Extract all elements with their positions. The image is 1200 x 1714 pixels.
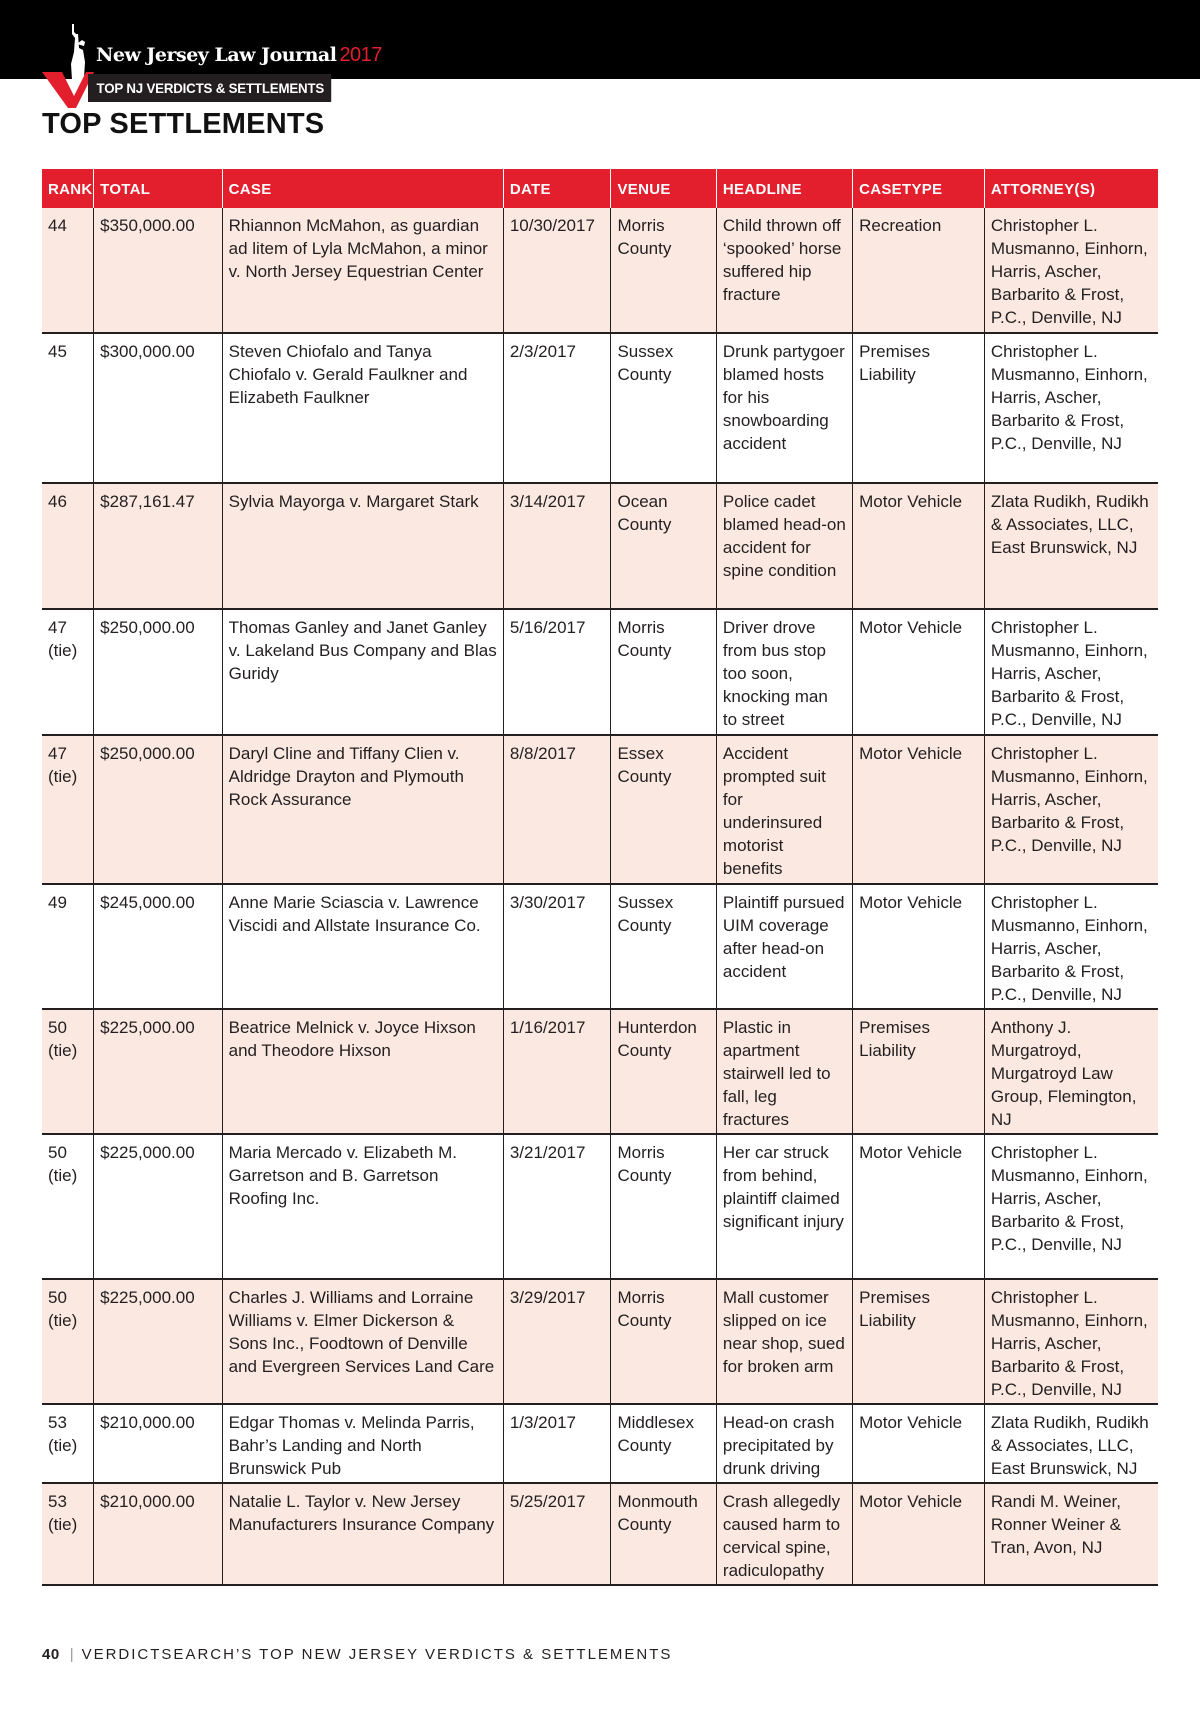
cell-total: $250,000.00 [94, 735, 223, 884]
cell-casetype: Motor Vehicle [853, 735, 985, 884]
cell-headline: Mall customer slipped on ice near shop, sued for broken arm [716, 1279, 852, 1404]
cell-date: 2/3/2017 [503, 333, 611, 483]
cell-attorneys: Christopher L. Musmanno, Einhorn, Harris, Ascher, Barbarito & Frost, P.C., Denville, NJ [984, 884, 1158, 1009]
cell-headline: Crash allegedly caused harm to cervical spine, radiculopathy [716, 1483, 852, 1585]
cell-casetype: Recreation [853, 208, 985, 333]
settlements-table [42, 169, 1158, 1586]
cell-attorneys: Christopher L. Musmanno, Einhorn, Harris, Ascher, Barbarito & Frost, P.C., Denville, NJ [984, 609, 1158, 735]
column-header-date: DATE [503, 169, 611, 208]
publication-year: 2017 [339, 44, 382, 66]
cell-casetype: Premises Liability [853, 1279, 985, 1404]
cell-rank: 47 (tie) [42, 735, 94, 884]
cell-casetype: Motor Vehicle [853, 884, 985, 1009]
cell-date: 8/8/2017 [503, 735, 611, 884]
table-row [42, 1483, 1158, 1585]
cell-rank: 53 (tie) [42, 1483, 94, 1585]
cell-case: Charles J. Williams and Lorraine Williams v. Elmer Dickerson & Sons Inc., Foodtown of Denville and Evergreen Services Land Care [222, 1279, 503, 1404]
cell-total: $350,000.00 [94, 208, 223, 333]
cell-total: $210,000.00 [94, 1483, 223, 1585]
cell-date: 5/25/2017 [503, 1483, 611, 1585]
cell-case: Edgar Thomas v. Melinda Parris, Bahr’s Landing and North Brunswick Pub [222, 1404, 503, 1483]
cell-date: 3/29/2017 [503, 1279, 611, 1404]
cell-rank: 50 (tie) [42, 1279, 94, 1404]
cell-case: Beatrice Melnick v. Joyce Hixson and Theodore Hixson [222, 1009, 503, 1134]
cell-attorneys: Christopher L. Musmanno, Einhorn, Harris, Ascher, Barbarito & Frost, P.C., Denville, NJ [984, 1134, 1158, 1279]
cell-date: 3/14/2017 [503, 483, 611, 609]
cell-attorneys: Christopher L. Musmanno, Einhorn, Harris, Ascher, Barbarito & Frost, P.C., Denville, NJ [984, 735, 1158, 884]
cell-venue: Monmouth County [611, 1483, 716, 1585]
column-header-rank: RANK [42, 169, 94, 208]
cell-attorneys: Anthony J. Murgatroyd, Murgatroyd Law Group, Flemington, NJ [984, 1009, 1158, 1134]
footer-separator: | [69, 1646, 74, 1663]
cell-case: Natalie L. Taylor v. New Jersey Manufacturers Insurance Company [222, 1483, 503, 1585]
table-row [42, 333, 1158, 483]
cell-total: $287,161.47 [94, 483, 223, 609]
cell-case: Thomas Ganley and Janet Ganley v. Lakeland Bus Company and Blas Guridy [222, 609, 503, 735]
cell-casetype: Motor Vehicle [853, 609, 985, 735]
cell-headline: Police cadet blamed head-on accident for spine condition [716, 483, 852, 609]
cell-venue: Sussex County [611, 333, 716, 483]
footer-text: VERDICTSEARCH’S TOP NEW JERSEY VERDICTS & SETTLEMENTS [81, 1646, 673, 1663]
cell-venue: Morris County [611, 609, 716, 735]
cell-case: Steven Chiofalo and Tanya Chiofalo v. Gerald Faulkner and Elizabeth Faulkner [222, 333, 503, 483]
publication-title [96, 44, 382, 67]
cell-headline: Drunk partygoer blamed hosts for his snowboarding accident [716, 333, 852, 483]
publication-subtitle: TOP NJ VERDICTS & SETTLEMENTS [88, 74, 331, 102]
cell-rank: 44 [42, 208, 94, 333]
cell-rank: 53 (tie) [42, 1404, 94, 1483]
cell-date: 1/16/2017 [503, 1009, 611, 1134]
cell-venue: Essex County [611, 735, 716, 884]
cell-casetype: Motor Vehicle [853, 1483, 985, 1585]
cell-total: $210,000.00 [94, 1404, 223, 1483]
cell-rank: 49 [42, 884, 94, 1009]
cell-headline: Her car struck from behind, plaintiff claimed significant injury [716, 1134, 852, 1279]
cell-attorneys: Randi M. Weiner, Ronner Weiner & Tran, Avon, NJ [984, 1483, 1158, 1585]
cell-case: Maria Mercado v. Elizabeth M. Garretson and B. Garretson Roofing Inc. [222, 1134, 503, 1279]
table-row [42, 884, 1158, 1009]
cell-headline: Plaintiff pursued UIM coverage after head-on accident [716, 884, 852, 1009]
masthead-bar [0, 0, 1200, 79]
table-row [42, 735, 1158, 884]
cell-headline: Child thrown off ‘spooked’ horse suffered hip fracture [716, 208, 852, 333]
cell-date: 3/21/2017 [503, 1134, 611, 1279]
page-footer [42, 1646, 672, 1663]
cell-case: Rhiannon McMahon, as guardian ad litem of Lyla McMahon, a minor v. North Jersey Equestrian Center [222, 208, 503, 333]
column-header-headline: HEADLINE [716, 169, 852, 208]
cell-headline: Accident prompted suit for underinsured motorist benefits [716, 735, 852, 884]
column-header-casetype: CASETYPE [853, 169, 985, 208]
cell-date: 1/3/2017 [503, 1404, 611, 1483]
table-row [42, 1009, 1158, 1134]
cell-rank: 47 (tie) [42, 609, 94, 735]
cell-rank: 50 (tie) [42, 1009, 94, 1134]
table-header-row [42, 169, 1158, 208]
column-header-venue: VENUE [611, 169, 716, 208]
cell-rank: 45 [42, 333, 94, 483]
column-header-total: TOTAL [94, 169, 223, 208]
cell-venue: Sussex County [611, 884, 716, 1009]
cell-total: $225,000.00 [94, 1134, 223, 1279]
cell-date: 10/30/2017 [503, 208, 611, 333]
table-row [42, 483, 1158, 609]
page-title: TOP SETTLEMENTS [42, 108, 325, 140]
cell-casetype: Motor Vehicle [853, 483, 985, 609]
cell-rank: 50 (tie) [42, 1134, 94, 1279]
cell-casetype: Premises Liability [853, 1009, 985, 1134]
publication-name: New Jersey Law Journal [96, 44, 337, 66]
verdicts-v-icon [42, 72, 94, 108]
cell-rank: 46 [42, 483, 94, 609]
cell-casetype: Premises Liability [853, 333, 985, 483]
cell-total: $245,000.00 [94, 884, 223, 1009]
cell-venue: Hunterdon County [611, 1009, 716, 1134]
cell-venue: Middlesex County [611, 1404, 716, 1483]
table-row [42, 1279, 1158, 1404]
cell-headline: Driver drove from bus stop too soon, knocking man to street [716, 609, 852, 735]
table-row [42, 1404, 1158, 1483]
cell-casetype: Motor Vehicle [853, 1134, 985, 1279]
cell-attorneys: Christopher L. Musmanno, Einhorn, Harris, Ascher, Barbarito & Frost, P.C., Denville, NJ [984, 208, 1158, 333]
cell-venue: Ocean County [611, 483, 716, 609]
cell-attorneys: Zlata Rudikh, Rudikh & Associates, LLC, East Brunswick, NJ [984, 483, 1158, 609]
cell-date: 5/16/2017 [503, 609, 611, 735]
cell-date: 3/30/2017 [503, 884, 611, 1009]
cell-headline: Head-on crash precipitated by drunk driving [716, 1404, 852, 1483]
column-header-attorneys: ATTORNEY(S) [984, 169, 1158, 208]
cell-attorneys: Christopher L. Musmanno, Einhorn, Harris, Ascher, Barbarito & Frost, P.C., Denville, NJ [984, 1279, 1158, 1404]
table-row [42, 1134, 1158, 1279]
page-number: 40 [42, 1646, 60, 1663]
cell-headline: Plastic in apartment stairwell led to fall, leg fractures [716, 1009, 852, 1134]
column-header-case: CASE [222, 169, 503, 208]
table-row [42, 609, 1158, 735]
cell-attorneys: Zlata Rudikh, Rudikh & Associates, LLC, East Brunswick, NJ [984, 1404, 1158, 1483]
cell-venue: Morris County [611, 208, 716, 333]
cell-casetype: Motor Vehicle [853, 1404, 985, 1483]
cell-total: $250,000.00 [94, 609, 223, 735]
cell-case: Sylvia Mayorga v. Margaret Stark [222, 483, 503, 609]
cell-total: $225,000.00 [94, 1009, 223, 1134]
table-row [42, 208, 1158, 333]
cell-total: $225,000.00 [94, 1279, 223, 1404]
cell-venue: Morris County [611, 1134, 716, 1279]
cell-venue: Morris County [611, 1279, 716, 1404]
cell-attorneys: Christopher L. Musmanno, Einhorn, Harris, Ascher, Barbarito & Frost, P.C., Denville, NJ [984, 333, 1158, 483]
cell-case: Daryl Cline and Tiffany Clien v. Aldridge Drayton and Plymouth Rock Assurance [222, 735, 503, 884]
cell-case: Anne Marie Sciascia v. Lawrence Viscidi and Allstate Insurance Co. [222, 884, 503, 1009]
cell-total: $300,000.00 [94, 333, 223, 483]
